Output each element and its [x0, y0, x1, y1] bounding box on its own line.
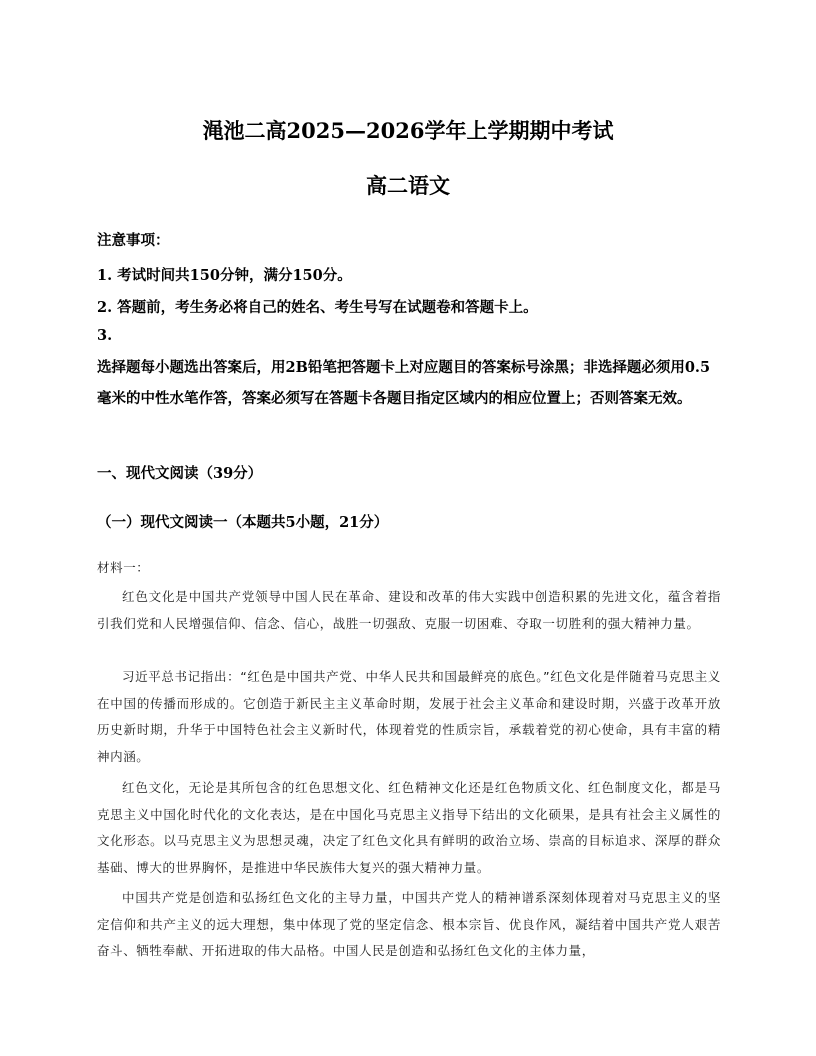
exam-subject: 高二语文 [366, 173, 450, 198]
section-heading: 一、现代文阅读（39分） [97, 465, 263, 482]
material-paragraph-2: 习近平总书记指出：“红色是中国共产党、中华人民共和国最鲜亮的底色。”红色文化是伴随着马克思主义在中国的传播而形成的。它创造于新民主主义革命时期，发展于社会主义革命和建设时期，兴盛于改革开放历史新时期，升华于中国特色社会主义新时代，体现着党的性质宗旨，承载着党的初心使命，具有丰富的精神内涵。 [97, 669, 721, 764]
subsection-heading: （一）现代文阅读一（本题共5小题，21分） [97, 514, 389, 531]
notice-item-2: 2. 答题前，考生务必将自己的姓名、考生号写在试题卷和答题卡上。 [97, 299, 538, 316]
notice-heading: 注意事项： [97, 232, 170, 249]
material-paragraph-4: 中国共产党是创造和弘扬红色文化的主导力量，中国共产党人的精神谱系深刻体现着对马克思主义的坚定信仰和共产主义的远大理想，集中体现了党的坚定信念、根本宗旨、优良作风，凝结着中国共产党人艰苦奋斗、牺牲奉献、开拓进取的伟大品格。中国人民是创造和弘扬红色文化的主体力量， [97, 890, 721, 958]
material-label: 材料一： [97, 560, 150, 575]
notice-item-3-number: 3. [97, 327, 113, 344]
exam-title: 渑池二高2025—2026学年上学期期中考试 [202, 118, 614, 143]
material-paragraph-3: 红色文化，无论是其所包含的红色思想文化、红色精神文化还是红色物质文化、红色制度文化，都是马克思主义中国化时代化的文化表达，是在中国化马克思主义指导下结出的文化硕果，是具有社会主义属性的文化形态。以马克思主义为思想灵魂，决定了红色文化具有鲜明的政治立场、崇高的目标追求、深厚的群众基础、博大的世界胸怀，是推进中华民族伟大复兴的强大精神力量。 [97, 780, 721, 875]
notice-item-3-text: 选择题每小题选出答案后，用2B铅笔把答题卡上对应题目的答案标号涂黑；非选择题必须用0.5毫米的中性水笔作答，答案必须写在答题卡各题目指定区域内的相应位置上；否则答案无效。 [97, 359, 711, 407]
notice-item-1: 1. 考试时间共150分钟，满分150分。 [97, 267, 352, 284]
material-paragraph-1: 红色文化是中国共产党领导中国人民在革命、建设和改革的伟大实践中创造积累的先进文化，蕴含着指引我们党和人民增强信仰、信念、信心，战胜一切强敌、克服一切困难、夺取一切胜利的强大精神力量。 [97, 589, 721, 631]
